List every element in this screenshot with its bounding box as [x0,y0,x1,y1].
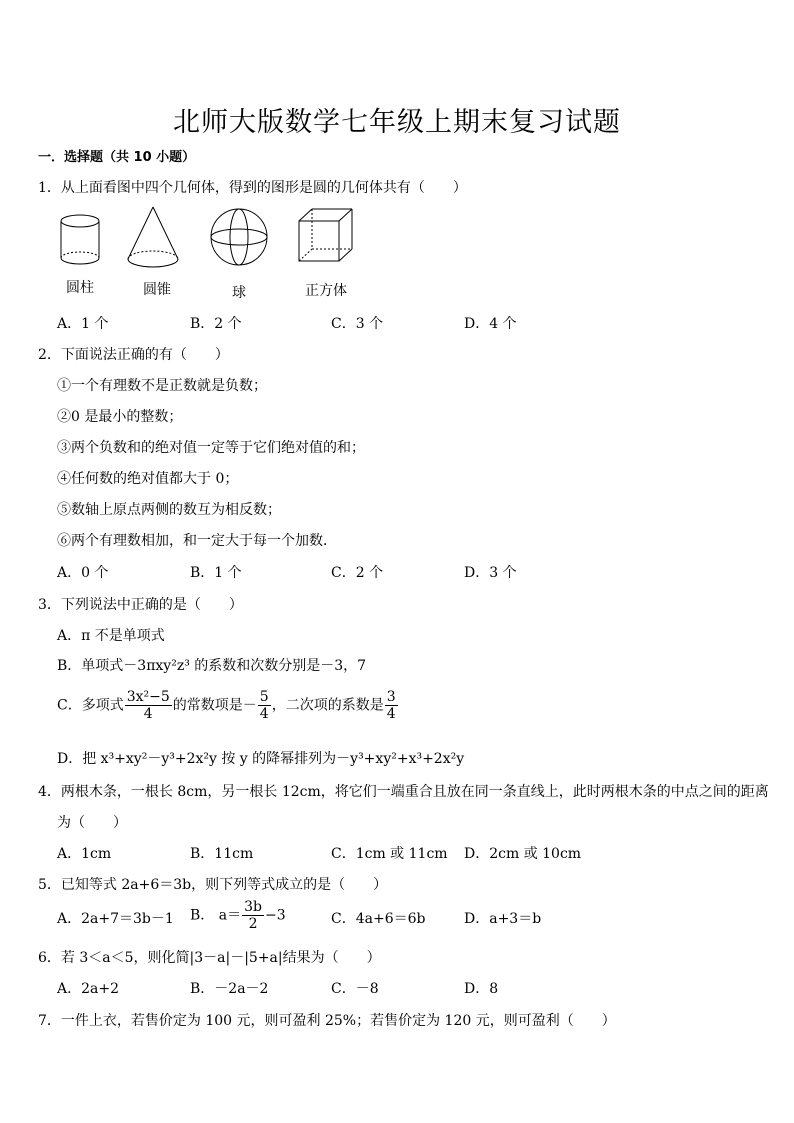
q4-option-a: A．1cm [57,846,112,862]
q1-option-c: C．3 个 [331,316,384,332]
fraction-denominator: 4 [143,706,153,722]
question-4-stem-cont: 为（ ） [57,815,127,831]
q2-option-c: C．2 个 [331,565,384,581]
q5-option-b-prefix: B． a＝ [190,907,242,924]
fraction-denominator: 4 [386,706,396,722]
q1-option-d: D．4 个 [464,316,517,332]
section-heading: 一．选择题（共 10 小题） [38,150,196,165]
fraction [125,689,172,722]
q2-statement: ①一个有理数不是正数就是负数； [57,378,267,394]
sphere-icon [211,209,267,265]
q3-option-c-prefix: C．多项式 [57,697,124,714]
question-2-stem: 2．下面说法正确的有（ ） [38,347,229,363]
cone-icon [128,207,178,267]
q4-option-c: C．1cm 或 11cm [331,846,448,862]
q3-option-c-text: ，二次项的系数是 [271,697,384,714]
q3-option-d: D．把 x³+xy²－y³+2x²y 按 y 的降幂排列为－y³+xy²+x³+2x²y [57,751,465,767]
question-3-stem: 3．下列说法中正确的是（ ） [38,597,243,613]
q5-option-d: D．a+3＝b [464,911,542,927]
q4-option-d: D．2cm 或 10cm [464,846,582,862]
question-4-stem: 4．两根木条，一根长 8cm，另一根长 12cm，将它们一端重合且放在同一条直线上，此时两根木条的中点之间的距离 [38,784,769,800]
shape-label-cube: 正方体 [305,283,347,299]
fraction-numerator: 3 [386,689,396,705]
shape-label-cone: 圆锥 [143,282,171,298]
question-1-stem: 1．从上面看图中四个几何体，得到的图形是圆的几何体共有（ ） [38,180,467,196]
fraction [258,689,271,722]
question-6-stem: 6．若 3＜a＜5，则化简|3－a|－|5+a|结果为（ ） [38,950,381,966]
q2-statement: ③两个负数和的绝对值一定等于它们绝对值的和； [57,440,365,456]
shape-label-cylinder: 圆柱 [66,280,94,296]
q2-statement: ④任何数的绝对值都大于 0； [57,471,239,487]
q6-option-b: B．－2a－2 [190,981,269,997]
q5-option-b [190,899,286,932]
q5-option-c: C．4a+6＝6b [331,911,426,927]
q4-option-b: B．11cm [190,846,254,862]
q6-option-d: D．8 [464,981,499,997]
fraction-denominator: 2 [248,916,258,932]
fraction [242,899,264,932]
q2-option-a: A．0 个 [57,565,109,581]
q2-statement: ②0 是最小的整数； [57,409,183,425]
q2-statement: ⑥两个有理数相加，和一定大于每一个加数． [57,533,337,549]
q3-option-c-text: 的常数项是－ [172,697,257,714]
q2-option-d: D．3 个 [464,565,517,581]
fraction [385,689,398,722]
q1-option-b: B．2 个 [190,316,242,332]
fraction-numerator: 3b [244,899,262,915]
q2-option-b: B．1 个 [190,565,242,581]
cube-icon [299,209,352,261]
q6-option-c: C．－8 [331,981,379,997]
q6-option-a: A．2a+2 [57,981,120,997]
fraction-numerator: 5 [259,689,269,705]
q5-option-b-suffix: −3 [264,907,286,924]
q3-option-b: B．单项式－3πxy²z³ 的系数和次数分别是－3，7 [57,658,367,674]
fraction-numerator: 3x²−5 [126,689,170,705]
question-7-stem: 7．一件上衣，若售价定为 100 元，则可盈利 25%；若售价定为 120 元，则可盈利（ ） [38,1013,616,1029]
fraction-denominator: 4 [259,706,269,722]
q3-option-a: A．π 不是单项式 [57,628,165,644]
q1-shapes-figure [50,205,370,275]
q2-statement: ⑤数轴上原点两侧的数互为相反数； [57,502,281,518]
question-5-stem: 5．已知等式 2a+6＝3b，则下列等式成立的是（ ） [38,877,388,893]
q1-option-a: A．1 个 [57,316,109,332]
page-title: 北师大版数学七年级上期末复习试题 [173,107,621,138]
q5-option-a: A．2a+7＝3b－1 [57,911,174,927]
q3-option-c [57,689,399,722]
cylinder-icon [61,215,99,264]
shape-label-sphere: 球 [232,285,246,301]
